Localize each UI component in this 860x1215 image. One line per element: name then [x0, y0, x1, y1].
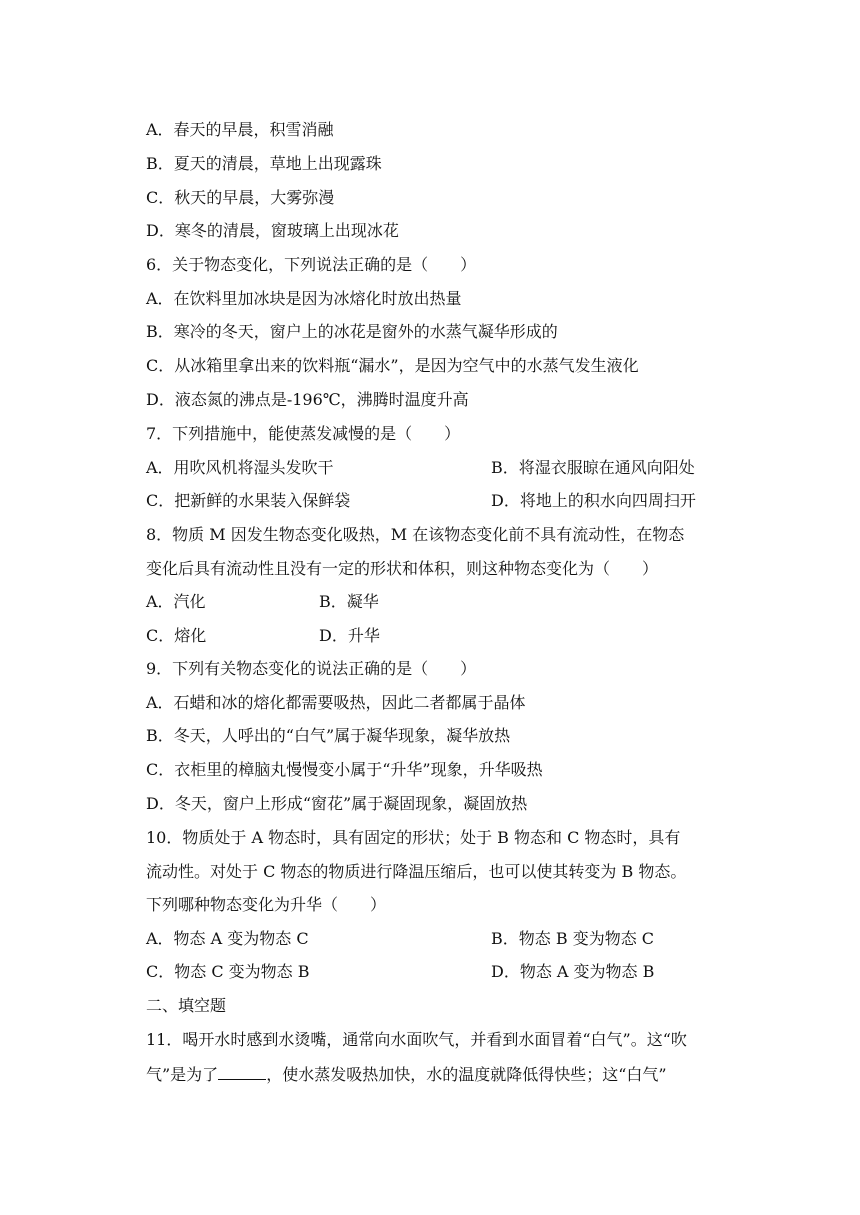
section-title-fill-in: 二、填空题	[146, 996, 227, 1015]
q7-stem: 7．下列措施中，能使蒸发减慢的是（ ）	[146, 424, 461, 443]
q6-stem: 6．关于物态变化，下列说法正确的是（ ）	[146, 255, 477, 274]
q8-option-c: C．熔化	[146, 626, 207, 645]
q10-stem-line1: 10．物质处于 A 物态时，具有固定的形状；处于 B 物态和 C 物态时，具有	[146, 828, 681, 847]
q5-option-b: B．夏天的清晨，草地上出现露珠	[146, 154, 382, 173]
q8-option-d: D．升华	[319, 626, 380, 645]
q7-option-c: C．把新鲜的水果装入保鲜袋	[146, 491, 351, 510]
q6-option-b: B．寒冷的冬天，窗户上的冰花是窗外的水蒸气凝华形成的	[146, 322, 558, 341]
q10-option-a: A．物态 A 变为物态 C	[146, 929, 309, 948]
q8-option-b: B．凝华	[319, 592, 379, 611]
q11-line2-before: 气”是为了	[146, 1065, 219, 1084]
q7-option-d: D．将地上的积水向四周扫开	[491, 491, 696, 510]
q10-option-d: D．物态 A 变为物态 B	[491, 962, 655, 981]
q8-option-a: A．汽化	[146, 592, 206, 611]
q9-stem: 9．下列有关物态变化的说法正确的是（ ）	[146, 659, 477, 678]
q11-line2-after: ，使水蒸发吸热加快，水的温度就降低得快些；这“白气”	[266, 1065, 667, 1084]
q10-stem-line3: 下列哪种物态变化为升华（ ）	[146, 895, 387, 914]
q8-stem-line1: 8．物质 M 因发生物态变化吸热，M 在该物态变化前不具有流动性，在物态	[146, 525, 685, 544]
q9-option-d: D．冬天，窗户上形成“窗花”属于凝固现象，凝固放热	[146, 794, 528, 813]
q7-option-a: A．用吹风机将湿头发吹干	[146, 458, 334, 477]
q9-option-c: C．衣柜里的樟脑丸慢慢变小属于“升华”现象，升华吸热	[146, 760, 543, 779]
q11-line2	[146, 1064, 667, 1085]
q10-stem-line2: 流动性。对处于 C 物态的物质进行降温压缩后，也可以使其转变为 B 物态。	[146, 862, 687, 881]
q5-option-a: A．春天的早晨，积雪消融	[146, 120, 334, 139]
q5-option-c: C．秋天的早晨，大雾弥漫	[146, 188, 335, 207]
q10-option-b: B．物态 B 变为物态 C	[491, 929, 655, 948]
q6-option-c: C．从冰箱里拿出来的饮料瓶“漏水”，是因为空气中的水蒸气发生液化	[146, 356, 639, 375]
q11-line1: 11．喝开水时感到水烫嘴，通常向水面吹气，并看到水面冒着“白气”。这“吹	[146, 1030, 687, 1049]
q11-answer-blank	[218, 1064, 266, 1080]
q9-option-a: A．石蜡和冰的熔化都需要吸热，因此二者都属于晶体	[146, 693, 526, 712]
q10-option-c: C．物态 C 变为物态 B	[146, 962, 310, 981]
q8-stem-line2: 变化后具有流动性且没有一定的形状和体积，则这种物态变化为（ ）	[146, 559, 659, 578]
q9-option-b: B．冬天，人呼出的“白气”属于凝华现象，凝华放热	[146, 726, 511, 745]
q5-option-d: D．寒冬的清晨，窗玻璃上出现冰花	[146, 221, 399, 240]
q7-option-b: B．将湿衣服晾在通风向阳处	[491, 458, 695, 477]
q6-option-a: A．在饮料里加冰块是因为冰熔化时放出热量	[146, 289, 462, 308]
q6-option-d: D．液态氮的沸点是-196℃，沸腾时温度升高	[146, 390, 469, 409]
